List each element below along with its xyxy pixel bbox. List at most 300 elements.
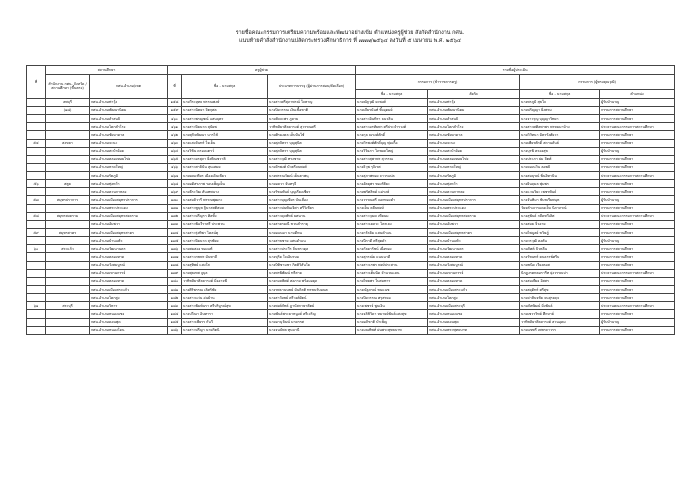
expert-position-cell: กรรมการสถานศึกษา: [600, 163, 675, 171]
row-no: [27, 98, 46, 106]
expert-name-cell: นายภิศต์ ปัวหลีน: [520, 245, 600, 253]
expert-position-cell: กรรมการสถานศึกษา: [600, 131, 675, 139]
header-committee-chair: กรรมการ (ข้าราชการครู): [356, 74, 520, 89]
chair-affiliation-cell: กศน.อำเภอท่าวุ้ง: [428, 98, 520, 106]
seq-cell: ๑๘๒: [168, 294, 182, 302]
district-cell: กศน.อำเภอหนองแซง: [90, 310, 168, 318]
chair-affiliation-cell: กศน.อำเภอบ้านแพ้ว: [428, 237, 520, 245]
row-no: [27, 188, 46, 196]
table-row: [27, 326, 675, 334]
office-cell: [46, 237, 90, 245]
expert-name-cell: นางจันทิมา ชับชเรียพนุห: [520, 196, 600, 204]
chair-name-cell: นางเย็น คลีนพงษ์: [356, 204, 428, 212]
district-cell: กศน.อำเภออัมพวา: [90, 220, 168, 228]
chair-affiliation-cell: กศน.อำเภอคลองหาด: [428, 277, 520, 285]
chair-name-cell: นางเพชรจ์ พูนเงิน: [356, 302, 428, 310]
table-row: [27, 115, 675, 123]
trainee-name-cell: นางสุทิพย์ แสงใส: [182, 261, 268, 269]
row-no: [27, 115, 46, 123]
table-row: [27, 212, 675, 220]
table-row: [27, 131, 675, 139]
row-no: [27, 172, 46, 180]
office-cell: [46, 269, 90, 277]
chair-name-cell: นางสาวเยลวะ โครเลง: [356, 220, 428, 228]
chair-affiliation-cell: กศน.อำเภอหาดใหญ่: [428, 163, 520, 171]
expert-name-cell: นายวิวัทนา มิตรรังศัยวา: [520, 131, 600, 139]
chair-name-cell: นางสาวอรทัยพา ศรีประจำรวงศ์: [356, 123, 428, 131]
expert-position-cell: กรรมการสถานศึกษา: [600, 245, 675, 253]
trainee-name-cell: นางสาวอรสุภา ยิ่งพิณชวาติ: [182, 155, 268, 163]
chair-affiliation-cell: กศน.อำเภอทุ่งหว้า: [428, 180, 520, 188]
expert-name-cell: นายชนิด เวียงตอส: [520, 261, 600, 269]
chair-affiliation-cell: กศน.อำเภอสะบ้าย้อย: [428, 147, 520, 155]
chair-affiliation-cell: กศน.อำเภอรัตภูมิ: [428, 172, 520, 180]
office-cell: (๑๘): [46, 106, 90, 114]
expert-name-cell: นางประภา ย่ม ถิตศ์: [520, 155, 600, 163]
district-cell: กศน.อำเภอทุ่งหว้า: [90, 180, 168, 188]
chair-name-cell: นายไทยพร ใบสมทาร: [356, 277, 428, 285]
trainee-name-cell: นายวีระยุทธ พรรณพงษ์: [182, 98, 268, 106]
district-cell: กศน.อำเภอชัยบาดาล: [90, 131, 168, 139]
row-no: [27, 286, 46, 294]
chair-name-cell: นางสาวสุพาพร สุวรรณ: [356, 155, 428, 163]
chair-affiliation-cell: กศน.อำเภอชัยบาดาล: [428, 131, 520, 139]
chair-affiliation-cell: กศน.อำเภอพระพุทธบาท: [428, 326, 520, 334]
chair-name-cell: นางธิวุพ รุจิเรศ: [356, 163, 428, 171]
office-cell: [46, 172, 90, 180]
header-committee-group: รายชื่อผู้ประเมิน: [356, 66, 675, 75]
chair-affiliation-cell: กศน.อำเภอเมืองสระบุรี: [428, 302, 520, 310]
header-expert-position: ตำแหน่ง: [600, 89, 675, 98]
row-no: [27, 277, 46, 285]
district-cell: กศน.อำเภอเมืองสระแก้ว: [90, 286, 168, 294]
row-no: ๕๖: [27, 180, 46, 188]
chair-affiliation-cell: กศน.อำเภอวังสมบูรณ์: [428, 261, 520, 269]
expert-position-cell: กรรมการสถานศึกษา: [600, 220, 675, 228]
expert-name-cell: นางสาวศศิลพาพร พรหมมาบ้าง: [520, 123, 600, 131]
trainee-name-cell: นางวิชิน ดรองแตรว์: [182, 147, 268, 155]
row-no: [27, 155, 46, 163]
expert-position-cell: กรรมการสถานศึกษา: [600, 106, 675, 114]
expert-position-cell: ผู้รับบำนาญ: [600, 196, 675, 204]
expert-name-cell: นายจ่าสิบจชัย จนสุรยฤจ: [520, 294, 600, 302]
mentor-cell: นายสัจจะพร ภูลาย: [268, 115, 356, 123]
table-row: [27, 188, 675, 196]
chair-name-cell: นางปิยวรรณ ศรุสรยอ: [356, 294, 428, 302]
office-cell: [46, 310, 90, 318]
office-cell: สระแก้ว: [46, 245, 90, 253]
trainee-name-cell: นางปวีณา อินทารา: [182, 310, 268, 318]
row-no: [27, 147, 46, 155]
expert-position-cell: กรรมการสถานศึกษา: [600, 188, 675, 196]
expert-position-cell: ผู้รับบำนาญ: [600, 98, 675, 106]
chair-affiliation-cell: กศน.อำเภอลำสนธิ: [428, 115, 520, 123]
expert-position-cell: กรรมการสถานศึกษา: [600, 180, 675, 188]
office-cell: สระบุรี: [46, 302, 90, 310]
trainee-name-cell: นายสุธเทส จูบุล: [182, 269, 268, 277]
seq-cell: ๑๖๑: [168, 123, 182, 131]
table-row: [27, 147, 675, 155]
trainee-name-cell: นายสุกิจพัฒนา นารไช้: [182, 131, 268, 139]
trainee-name-cell: นางสาวแว่น อ่นย้าน: [182, 294, 268, 302]
expert-name-cell: นางสมเพียง อิสสร: [520, 277, 600, 285]
district-cell: กศน.อำเภอควนกาหลง: [90, 188, 168, 196]
expert-position-cell: กรรมการสถานศึกษา: [600, 155, 675, 163]
mentor-cell: นางศุภจิตรา บุญสุนิต: [268, 147, 356, 155]
trainee-name-cell: นายธีระวัฒ สันเทพนาง: [182, 188, 268, 196]
chair-name-cell: นางอัตยุพร ทองรัติยะ: [356, 180, 428, 188]
seq-cell: ๑๗๔: [168, 229, 182, 237]
mentor-cell: นางสาวัยชย์ ศรีวงศ์ยัตน์: [268, 294, 356, 302]
trainee-name-cell: นายมณเฑียร เมืองเดินเขียว: [182, 172, 268, 180]
chair-name-cell: นางจลิชิวิดา หมายย์พันธ์แสงสุข: [356, 310, 428, 318]
chair-name-cell: นางปีกาดี ศรีสุคดำ: [356, 237, 428, 245]
mentor-cell: นางบิทิชามชา กิตติวิสันโย: [268, 261, 356, 269]
expert-name-cell: นางยินฤมล พุ่มพร: [520, 180, 600, 188]
mentor-cell: นางขุริย ใจเอิบรบม: [268, 253, 356, 261]
chair-affiliation-cell: กศน.อำเภออัมพวา: [428, 220, 520, 228]
trainee-name-cell: นางสาวสาลินัน สุนเสมย: [182, 163, 268, 171]
header-name: ชื่อ - นามสกุล: [182, 74, 268, 98]
row-no: [27, 318, 46, 326]
mentor-cell: นางกมลพิศด์ ศงภาย พร้อมอยุล: [268, 277, 356, 285]
trainee-name-cell: นางสาวพรญชณ์ แสนบุตร: [182, 115, 268, 123]
mentor-cell: นางสาครมณี ชวนสำรายุ: [268, 220, 356, 228]
table-row: [27, 98, 675, 106]
seq-cell: ๑๕๘: [168, 98, 182, 106]
district-cell: กศน.อำเภอลำสนธิ: [90, 115, 168, 123]
chair-name-cell: นางมณทิพท์ ฝนพระพุทธบาท: [356, 326, 428, 334]
trainee-name-cell: นางแสงจันทร์ ใจเย็น: [182, 139, 268, 147]
row-no: ๖๐: [27, 245, 46, 253]
chair-name-cell: นายพรัศลิชด์ แม่รงษ์: [356, 188, 428, 196]
district-cell: กศน.อำเภอรัตภูมิ: [90, 172, 168, 180]
table-row: [27, 123, 675, 131]
chair-affiliation-cell: กศน.อำเภอหนองแซง: [428, 310, 520, 318]
mentor-cell: นางสาวปนพันเจิศา ศรีวิเชียร: [268, 204, 356, 212]
trainee-name-cell: นางสาวกชพร มันทาลี: [182, 253, 268, 261]
chair-affiliation-cell: กศน.อำเภอคลองหอยโข่ง: [428, 155, 520, 163]
row-no: ๕๔: [27, 139, 46, 147]
chair-affiliation-cell: กศน.อำเภอโคกสำโรง: [428, 123, 520, 131]
trainee-name-cell: นางสาวปรีญา นายกิตนิ: [182, 326, 268, 334]
chair-affiliation-cell: กศน.อำเภอดอนพุด: [428, 318, 520, 326]
mentor-cell: นางสาวศรีสุภาพรณ์ ใจหาญ: [268, 98, 356, 106]
trainee-name-cell: นางสาวพิฉวีราศรี ประพวน: [182, 220, 268, 228]
seq-cell: ๑๖๗: [168, 172, 182, 180]
header-no: ที่: [27, 66, 46, 99]
table-row: [27, 286, 675, 294]
expert-name-cell: นายแขทรี เพชรถาวรร: [520, 326, 600, 334]
seq-cell: ๑๘๔: [168, 310, 182, 318]
office-cell: สมุทรสาคร: [46, 229, 90, 237]
table-row: [27, 204, 675, 212]
mentor-cell: นางรพธานนชย์ มันกิตติ ทรชนรับมนต: [268, 286, 356, 294]
table-row: [27, 163, 675, 171]
expert-name-cell: นางบุรพิ ครองสุข: [520, 147, 600, 155]
expert-name-cell: วัยจตำเจารแดงเจ็บ นิภาภรณ์: [520, 204, 600, 212]
mentor-cell: นายศิรมงคล เล็บปันใช้: [268, 131, 356, 139]
row-no: [27, 261, 46, 269]
table-row: [27, 245, 675, 253]
trainee-name-cell: นางสาวชูนุช ฐินาสสติสมล: [182, 204, 268, 212]
row-no: [27, 106, 46, 114]
office-cell: [46, 277, 90, 285]
table-row: [27, 253, 675, 261]
district-cell: กศน.อำเภอท่าวุ้ง: [90, 98, 168, 106]
committee-table: [26, 65, 675, 335]
row-no: [27, 131, 46, 139]
expert-name-cell: นายไพบูลย์ ชวิษฎ์: [520, 229, 600, 237]
mentor-cell: นางปิยวรรณ เงินเชื้อชาติ: [268, 106, 356, 114]
chair-affiliation-cell: กศน.อำเภอเมืองสมุทรสาคร: [428, 229, 520, 237]
chair-affiliation-cell: กศน.อำเภอพัฒนานิคม: [428, 106, 520, 114]
district-cell: กศน.อำเภอหาดใหญ่: [90, 163, 168, 171]
trainee-name-cell: นายสมสอง ทองแท้: [182, 245, 268, 253]
expert-name-cell: นางแวนวิยะ เพชรพันธ์: [520, 188, 600, 196]
row-no: ๕๙: [27, 229, 46, 237]
district-cell: กศน.อำเภอคลองหาด: [90, 253, 168, 261]
office-cell: [46, 147, 90, 155]
seq-cell: ๑๗๗: [168, 253, 182, 261]
expert-position-cell: กรรมการสถานศึกษา: [600, 310, 675, 318]
office-cell: [46, 318, 90, 326]
seq-cell: ๑๕๙: [168, 106, 182, 114]
mentor-cell: นางสาขชาย แสนดำแน: [268, 237, 356, 245]
trainee-name-cell: นายอดิสรภาพ รอบเพ็ญเย็น: [182, 180, 268, 188]
expert-name-cell: นายจอเนวิน ลอพธิ: [520, 163, 600, 171]
district-cell: กศน.อำเภอจะนะ: [90, 139, 168, 147]
office-cell: [46, 204, 90, 212]
district-cell: กศน.อำเภอดอนพุด: [90, 318, 168, 326]
chair-name-cell: นายวิรพงศ์ศักดิ์บุญ พุ่มเกื้อ: [356, 139, 428, 147]
chair-name-cell: นายเจียรนันท์ ทิ้งอุดมย์: [356, 106, 428, 114]
chair-name-cell: นางกุล ณรงค์ศักดิ์: [356, 131, 428, 139]
mentor-cell: นางสาววุฒิ ทรงชาย: [268, 155, 356, 163]
chair-name-cell: นายณัฐวุฒิ ยะพงศ์: [356, 98, 428, 106]
district-cell: กศน.อำเภอพัฒนานิคม: [90, 106, 168, 114]
expert-position-cell: ผู้รับบำนาญ: [600, 318, 675, 326]
row-no: [27, 269, 46, 277]
header-trainee-group: ครูผู้ช่วย: [168, 66, 356, 75]
table-row: [27, 172, 675, 180]
office-cell: [46, 253, 90, 261]
header-expert-name: ชื่อ - นามสกุล: [520, 89, 600, 98]
mentor-cell: นางพรพิพัฒน์ ทรีสาย: [268, 269, 356, 277]
table-row: [27, 229, 675, 237]
seq-cell: ๑๗๖: [168, 245, 182, 253]
mentor-cell: นางศุภจิตรา บุญสุนิต: [268, 139, 356, 147]
chair-name-cell: นางสาววุฒจ เทียนม: [356, 212, 428, 220]
expert-name-cell: นายเชวรวิทย์ ศึกษาย์: [520, 310, 600, 318]
office-cell: [46, 131, 90, 139]
expert-name-cell: นางจาวรุญ บุญญาวิทยา: [520, 115, 600, 123]
row-no: [27, 163, 46, 171]
trainee-name-cell: นางศิริพรรณ เลิศรัชัย: [182, 286, 268, 294]
expert-name-cell: นายภัสพัฒน์ มิ่งพันธ์: [520, 302, 600, 310]
district-cell: กศน.อำเภอคลองหาด: [90, 277, 168, 285]
district-cell: กศน.อำเภอโคกสำโรง: [90, 123, 168, 131]
seq-cell: ๑๗๒: [168, 212, 182, 220]
expert-position-cell: กรรมการสถานศึกษา: [600, 261, 675, 269]
row-no: [27, 310, 46, 318]
expert-name-cell: นางสมย จิ่วอาย: [520, 220, 600, 228]
chair-affiliation-cell: กศน.อำเภอคลองหาด: [428, 253, 520, 261]
expert-name-cell: นางสุพันธ์ กลีดทวีเลิศ: [520, 212, 600, 220]
expert-name-cell: นายเพียรศักดิ์ สถานลันธ์: [520, 139, 600, 147]
row-no: ๕๘: [27, 212, 46, 220]
expert-position-cell: กรรมการสถานศึกษา: [600, 277, 675, 285]
expert-position-cell: กรรมการสถานศึกษา: [600, 139, 675, 147]
trainee-name-cell: วาทิชลิยาศิลลารงค์ มิ่งอาจพื: [182, 277, 268, 285]
district-cell: กศน.อำเภอวิหาร: [90, 302, 168, 310]
office-cell: สมุทรปราการ: [46, 196, 90, 204]
expert-position-cell: กรรมการสถานศึกษา: [600, 294, 675, 302]
header-chair-name: ชื่อ - นามสกุล: [356, 89, 428, 98]
document-title-line2: แนบท้ายคำสั่งสำนักงานปลัดกระทรวงศึกษาธิการ ที่ ๗๗๗/๒๕๖๔ ลงวันที่ ๕ เมษายน พ.ศ. ๒๕๖๔: [239, 38, 461, 44]
district-cell: กศน.อำเภอสะบ้าย้อย: [90, 147, 168, 155]
trainee-name-cell: นางสาวนิตยา จิตกุศล: [182, 106, 268, 114]
office-cell: [46, 286, 90, 294]
chair-name-cell: นางกรัลลิม แสนคำแน: [356, 229, 428, 237]
chair-name-cell: นางกัลยารัชน์ เยื่อทอง: [356, 245, 428, 253]
expert-name-cell: นางสมบุรณ์ พิ่นอิทานิน: [520, 172, 600, 180]
trainee-name-cell: นางสาวปรีญรา ศิลทั้ง: [182, 212, 268, 220]
expert-position-cell: กรรมการสถานศึกษา: [600, 253, 675, 261]
office-cell: [46, 188, 90, 196]
seq-cell: ๑๗๙: [168, 269, 182, 277]
seq-cell: ๑๖๓: [168, 139, 182, 147]
row-no: [27, 237, 46, 245]
office-cell: สมุทรสงคราม: [46, 212, 90, 220]
district-cell: กศน.อำเภอวัฒนานคร: [90, 245, 168, 253]
district-cell: กศน.อำเภอเขาฉกรรจ์: [90, 269, 168, 277]
trainee-name-cell: นางสาวพิมพ์นรา ศรีบริบูรณ์สุข: [182, 302, 268, 310]
office-cell: ลพบุรี: [46, 98, 90, 106]
district-cell: กศน.อำเภอวังสมบูรณ์: [90, 261, 168, 269]
document-title-line1: รายชื่อคณะกรรมการเตรียมความพร้อมและพัฒนาอย่างเข้ม ตำแหน่งครูผู้ช่วย สังกัดสำนักงาน กศน.: [235, 30, 465, 36]
chair-name-cell: นางสุภาพทอง ถาวรแปล: [356, 172, 428, 180]
district-cell: กศน.อำเภอบ้านแพ้ว: [90, 237, 168, 245]
trainee-name-cell: นางสาวรุ่งทิพา ไคลน์ตุ: [182, 229, 268, 237]
table-header: [27, 66, 675, 99]
chair-affiliation-cell: กศน.อำเภอเมืองสมุทรสงคราม: [428, 212, 520, 220]
mentor-cell: นางรัชนพันธ์ บุญเรียงเซียร: [268, 188, 356, 196]
chair-affiliation-cell: กศน.อำเภอควนกาหลง: [428, 188, 520, 196]
chair-affiliation-cell: กศน.อำเภอจะนะ: [428, 139, 520, 147]
expert-position-cell: กรรมการสถานศึกษา: [600, 115, 675, 123]
table-row: [27, 261, 675, 269]
mentor-cell: นางสาวดุจพัทธ์ ยศนาน: [268, 212, 356, 220]
table-body: [27, 98, 675, 334]
header-school-group: สถานศึกษา: [46, 66, 168, 75]
row-no: [27, 326, 46, 334]
mentor-cell: นายพันธ์พระยาหนูงค์ ศรีเจริญ: [268, 310, 356, 318]
expert-position-cell: กรรมการสถานศึกษา: [600, 204, 675, 212]
mentor-cell: นางพงศ์ภัทธ์ ฎานัสกาษาติตย์: [268, 302, 356, 310]
table-row: [27, 318, 675, 326]
office-cell: [46, 326, 90, 334]
chair-name-cell: นางสุกรณ์ย แนนนาดี: [356, 253, 428, 261]
mentor-cell: นางพรรณวัฒน์ เย็นตาพนุ: [268, 172, 356, 180]
header-type: ประเภทการบรรจุ (ผู้ผ่านการสอบ/คัดเลือก): [268, 74, 356, 98]
district-cell: กศน.อำเภอเมืองสมุทรสาคร: [90, 229, 168, 237]
mentor-cell: นางจนบัพล ทุนบานี: [268, 326, 356, 334]
header-seq: ที่: [168, 74, 182, 98]
table-row: [27, 220, 675, 228]
row-no: [27, 294, 46, 302]
expert-position-cell: ประธานคณะกรรมการสถานศึกษา: [600, 269, 675, 277]
expert-name-cell: นางรัชนทร์ คนธรรพ์ศรีบ: [520, 253, 600, 261]
row-no: [27, 123, 46, 131]
chair-name-cell: นางวรรณศรี จอกทองคำ: [356, 196, 428, 204]
expert-name-cell: นางพรภูมิ สุขใจ: [520, 98, 600, 106]
seq-cell: ๑๘๖: [168, 326, 182, 334]
expert-name-cell: นายวรวุฒิ คงตัน: [520, 237, 600, 245]
chair-name-cell: นางณัฐภรณ์ ชนแนช: [356, 286, 428, 294]
expert-position-cell: ผู้รับบำนาญ: [600, 237, 675, 245]
table-row: [27, 106, 675, 114]
office-cell: [46, 163, 90, 171]
expert-position-cell: กรรมการสถานศึกษา: [600, 286, 675, 294]
chair-affiliation-cell: กศน.อำเภอวัฒนานคร: [428, 245, 520, 253]
seq-cell: ๑๗๐: [168, 196, 182, 204]
expert-position-cell: กรรมการสถานศึกษา: [600, 229, 675, 237]
district-cell: กศน.อำเภอเมืองสมุทรปราการ: [90, 196, 168, 204]
seq-cell: ๑๖๕: [168, 155, 182, 163]
mentor-cell: นายอานุวัฒน์ มาดรรศ: [268, 318, 356, 326]
district-cell: กศน.อำเภอโคกสูง: [90, 294, 168, 302]
table-row: [27, 294, 675, 302]
office-cell: [46, 123, 90, 131]
mentor-cell: นายอแนมา นาบดีหน: [268, 229, 356, 237]
expert-position-cell: ประธานคณะกรรมการสถานศึกษา: [600, 212, 675, 220]
header-chair-affiliation: สังกัด: [428, 89, 520, 98]
expert-name-cell: นางสดุดิทร์ ศรีสุข: [520, 286, 600, 294]
office-cell: [46, 115, 90, 123]
seq-cell: ๑๖๘: [168, 180, 182, 188]
table-row: [27, 139, 675, 147]
seq-cell: ๑๘๕: [168, 318, 182, 326]
seq-cell: ๑๘๐: [168, 277, 182, 285]
district-cell: กศน.อำเภอคลองหอยโข่ง: [90, 155, 168, 163]
header-committee-expert: กรรมการ (ผู้ทรงคุณวุฒิ): [520, 74, 675, 89]
chair-name-cell: นางวิวิยภา โภชผลใหญ่: [356, 147, 428, 155]
mentor-cell: นายอลวา จันทรุจี: [268, 180, 356, 188]
row-no: [27, 253, 46, 261]
row-no: [27, 220, 46, 228]
trainee-name-cell: นางสาวปิยนาถ สุนัยพ: [182, 123, 268, 131]
chair-affiliation-cell: กศน.อำเภอเมืองสระแก้ว: [428, 286, 520, 294]
seq-cell: ๑๖๔: [168, 147, 182, 155]
mentor-cell: นางสาวประวีร ถิ่นชรวดุล: [268, 245, 356, 253]
row-no: [27, 204, 46, 212]
row-no: ๕๗: [27, 196, 46, 204]
expert-position-cell: กรรมการสถานศึกษา: [600, 326, 675, 334]
chair-affiliation-cell: กศน.อำเภอโคกสูง: [428, 294, 520, 302]
seq-cell: ๑๘๓: [168, 302, 182, 310]
chair-name-cell: นางสาวอินทิรา ธนวลิน: [356, 115, 428, 123]
header-office: สำนักงาน กศน. จังหวัด / สถานศึกษา (ขึ้นตรง): [46, 74, 90, 98]
table-row: [27, 237, 675, 245]
expert-position-cell: ประธานคณะกรรมการสถานศึกษา: [600, 302, 675, 310]
table-row: [27, 310, 675, 318]
table-row: [27, 180, 675, 188]
header-district: กศน.อำเภอ/เขต: [90, 74, 168, 98]
office-cell: สตูล: [46, 180, 90, 188]
office-cell: [46, 261, 90, 269]
expert-name-cell: นิกฏงรคหลอรารีท ยุ่งวรรณปา: [520, 269, 600, 277]
